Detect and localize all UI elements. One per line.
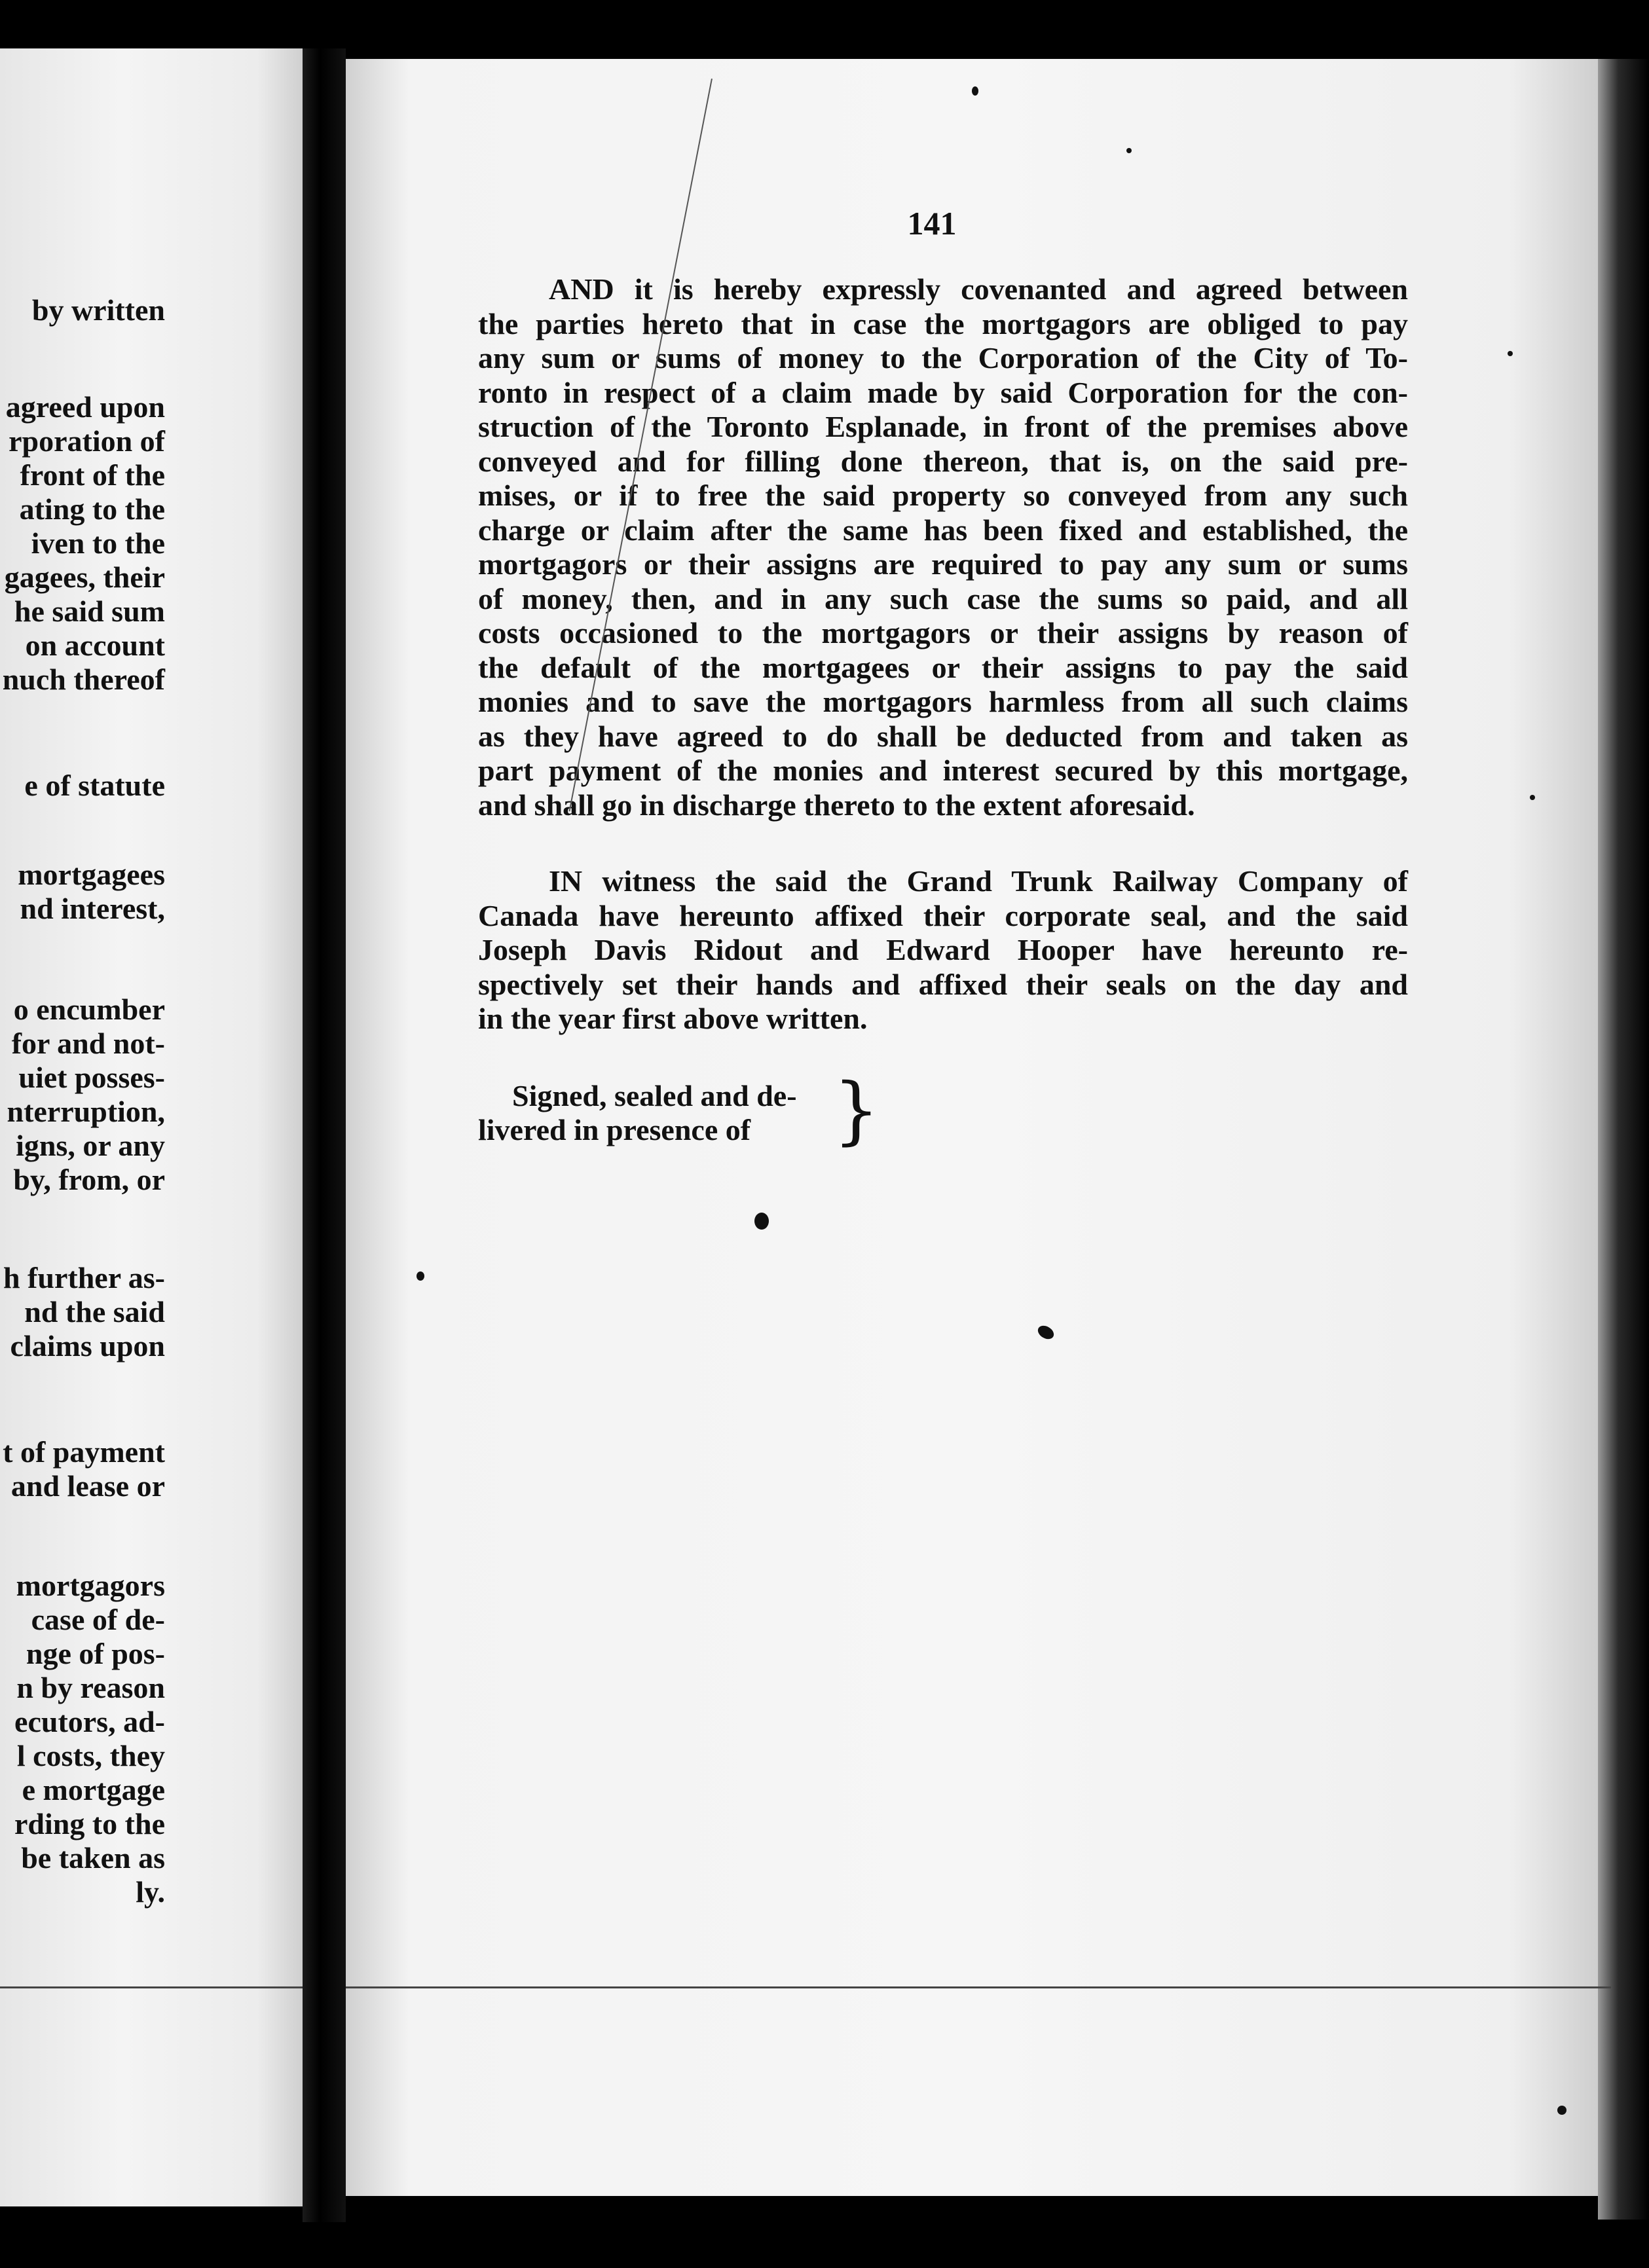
- paragraph-line: part payment of the monies and interest secured by this mortgage,: [478, 754, 1408, 787]
- left-page-line: front of the: [20, 458, 165, 492]
- left-page-line: nge of pos-: [26, 1637, 165, 1670]
- left-page-line: nd interest,: [20, 892, 165, 925]
- paragraph-line: spectively set their hands and affixed their seals on the day and: [478, 967, 1408, 1001]
- scan-speck: [754, 1213, 769, 1230]
- paragraph-line: any sum or sums of money to the Corporation of the City of To-: [478, 341, 1408, 375]
- left-page-line: for and not-: [11, 1027, 165, 1060]
- paragraph-line: of money, then, and in any such case the sums so paid, and all: [478, 581, 1408, 615]
- mortgage-covenant-paragraph: [478, 272, 1408, 822]
- left-page-line: he said sum: [14, 594, 165, 628]
- left-page-line: e mortgage: [22, 1773, 165, 1806]
- signature-line: Signed, sealed and de-: [512, 1079, 797, 1112]
- scan-speck: [1126, 148, 1132, 153]
- left-page-line: ating to the: [19, 492, 165, 526]
- left-page-line: claims upon: [10, 1329, 165, 1363]
- left-page-line: mortgagees: [18, 858, 165, 891]
- scan-speck: [1557, 2106, 1566, 2115]
- left-page-line: gagees, their: [4, 560, 165, 594]
- left-page-line: t of payment: [3, 1435, 165, 1469]
- paragraph-line: IN witness the said the Grand Trunk Railway Company of: [549, 864, 1408, 898]
- paragraph-line: ronto in respect of a claim made by said Corporation for the con-: [478, 375, 1408, 409]
- paragraph-line: Canada have hereunto affixed their corporate seal, and the said: [478, 898, 1408, 932]
- book-gutter: [303, 48, 346, 2222]
- right-page-bottom-rule: [346, 1986, 1611, 1988]
- paragraph-line: mises, or if to free the said property so conveyed from any such: [478, 479, 1408, 512]
- paragraph-line: and shall go in discharge thereto to the extent aforesaid.: [478, 788, 1195, 822]
- scan-speck: [1508, 351, 1513, 356]
- signature-brace: }: [833, 1068, 880, 1153]
- paragraph-line: AND it is hereby expressly covenanted and agreed between: [549, 272, 1408, 306]
- paragraph-line: the default of the mortgagees or their assigns to pay the said: [478, 650, 1408, 684]
- left-page-line: by written: [31, 293, 165, 327]
- paragraph-line: costs occasioned to the mortgagors or their assigns by reason of: [478, 616, 1408, 649]
- paragraph-line: Joseph Davis Ridout and Edward Hooper have hereunto re-: [478, 933, 1408, 966]
- paragraph-line: the parties hereto that in case the mortgagors are obliged to pay: [478, 306, 1408, 340]
- left-page-line: be taken as: [21, 1841, 165, 1875]
- left-page-line: rporation of: [9, 424, 165, 458]
- left-page-line: case of de-: [31, 1603, 165, 1636]
- paragraph-line: charge or claim after the same has been fixed and established, the: [478, 513, 1408, 547]
- left-page-line: uiet posses-: [18, 1061, 165, 1094]
- left-page-line: on account: [25, 629, 165, 662]
- scan-speck: [1530, 795, 1535, 800]
- paragraph-line: as they have agreed to do shall be deducted from and taken as: [478, 719, 1408, 753]
- left-page-line: l costs, they: [16, 1739, 165, 1772]
- left-page-line: agreed upon: [5, 390, 165, 424]
- left-page-line: mortgagors: [16, 1569, 165, 1602]
- paragraph-line: in the year first above written.: [478, 1002, 868, 1035]
- left-page-line: by, from, or: [13, 1163, 165, 1196]
- paragraph-line: conveyed and for filling done thereon, that is, on the said pre-: [478, 444, 1408, 478]
- left-page-line: igns, or any: [16, 1129, 165, 1162]
- scan-speck: [972, 86, 978, 96]
- scan-speck: [417, 1271, 424, 1281]
- left-page-line: rding to the: [14, 1807, 165, 1840]
- left-page-line: e of statute: [24, 769, 165, 802]
- left-page-line: and lease or: [10, 1469, 165, 1503]
- page-number: 141: [907, 205, 957, 242]
- left-page-fragment-layer: [0, 0, 168, 2268]
- paragraph-line: monies and to save the mortgagors harmless from all such claims: [478, 685, 1408, 718]
- left-page-line: ly.: [136, 1875, 165, 1909]
- left-page-line: nterruption,: [7, 1095, 165, 1128]
- signature-block: [478, 1079, 797, 1147]
- paragraph-line: mortgagors or their assigns are required to pay any sum or sums: [478, 547, 1408, 581]
- left-page-line: ecutors, ad-: [14, 1705, 165, 1738]
- left-page-line: nuch thereof: [2, 663, 165, 696]
- paragraph-line: struction of the Toronto Esplanade, in front of the premises above: [478, 410, 1408, 443]
- left-page-line: iven to the: [31, 526, 165, 560]
- left-page-line: n by reason: [16, 1671, 165, 1704]
- right-page-edge: [1598, 59, 1649, 2220]
- witness-paragraph: [478, 864, 1408, 1036]
- signature-line: livered in presence of: [478, 1113, 751, 1146]
- left-page-line: h further as-: [3, 1261, 165, 1294]
- left-page-line: nd the said: [24, 1295, 165, 1328]
- left-page-line: o encumber: [13, 993, 165, 1026]
